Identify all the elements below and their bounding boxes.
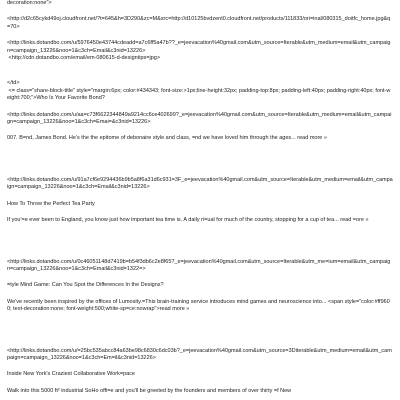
article-title: Inside New York's Craziest Collaborative Work=pace xyxy=(7,371,135,378)
article-title: =tyle Mind Game: Can You Spot the Differences In the Designs? xyxy=(7,282,164,289)
tracking-link: <http://links.dotandbo.com/u/aa=c73f6622344849a9214cc6ce402699?_e=jeevacation%40gmail.com&utm_source=Iterable&utm_medium=email&utm_campaign=campaign_13226&noo=1&c3ch=Emai=&c3nid=13226> xyxy=(7,111,392,126)
article-title: How To Throw the Perfect Tea Party xyxy=(7,200,95,207)
image-url: <http://d2c65cykd49oj.cloudfront.net/?t=645&h=3D290&zc=M&src=http://d10125bvdzent0.cloudfront.net/products/111833/ori=inal/080315_doitfc_home.jpg&q=70> xyxy=(7,16,391,30)
html-tag-line: <= class="share-block-title" style="margin:6px; color:#434343; font-size:>1px;line-height:32px; padding-top:8px; padding-left:40px; padding-right:40px; font-weight:700;">Who Is Your Favorite Bond? xyxy=(7,87,391,102)
article-teaser: 007. B=nd, James Bond. He's the the epitome of debonaire style and class, =nd we have loved him through the ages... read more » xyxy=(7,135,327,142)
text-line: decoration:none"> xyxy=(7,0,52,6)
article-teaser: Walk into this 5000 ft² industrial SoHo offi=e and you'll be greeted by the founders and members of over thirty =f New xyxy=(7,387,292,394)
article-teaser: We've recently been inspired by the offices of Lumosity.=This brain-training service introduces mind games and neuroscience into... <span style="color:#ff9600; text-decoration:none; font-weight:500;white-sp=ce:nowrap">read more » xyxy=(7,298,390,313)
html-tag-line: </td> xyxy=(7,80,20,87)
article-teaser: If you'=e ever been to England, you know just how important tea time is. A daily ri=ual for much of the country, stopping for a cup of tea... read =ore » xyxy=(7,217,369,224)
tracking-link: <http://links.dotandbo.com/u/=25bc535abcc84a63be98c6830c6dc03b?_e=jeevacation%40gmail.com&utm_source=3Diterable&utm_medium=email&utm_campaign=campaign_13226&noo=1&c3ch=Em=il&c3nid=13226> xyxy=(7,347,392,361)
tracking-link: <http://links.dotandbo.com/u/91a7cf6e9294436b9b5a8f6a31d6c931=3F_e=jeevacation%40gmail.com&utm_source=Iterable&utm_medium=email&utm_campaign=campaign_13226&noo=1&c3ch=Email&c3nid=13226> xyxy=(7,176,393,191)
tracking-link: <http://links.dotandbo.com/u/0c46051148d7419b=b54f3db6c2e8f65?_e=jeevacation%40gmail.com&utm_source=Iterable&utm_me=ium=email&utm_campaign=campaign_13226&noo=1&c3ch=Email&c3nid=1322=> xyxy=(7,258,391,272)
tracking-link: <http://links.dotandbo.com/u/5976450e43744cdeadd=a7c6ff5a47b??_e=jeevacation%40gmail.com&utm_source=Iterable&utm_medium=email&utm_campaign=campaign_13226&noo=1&c3ch=Email&c3nid=13226> xyxy=(7,40,391,54)
image-url: <http://cdn.dotandbo.com/email/em-080615-d-designtips=jpg> xyxy=(7,55,161,62)
